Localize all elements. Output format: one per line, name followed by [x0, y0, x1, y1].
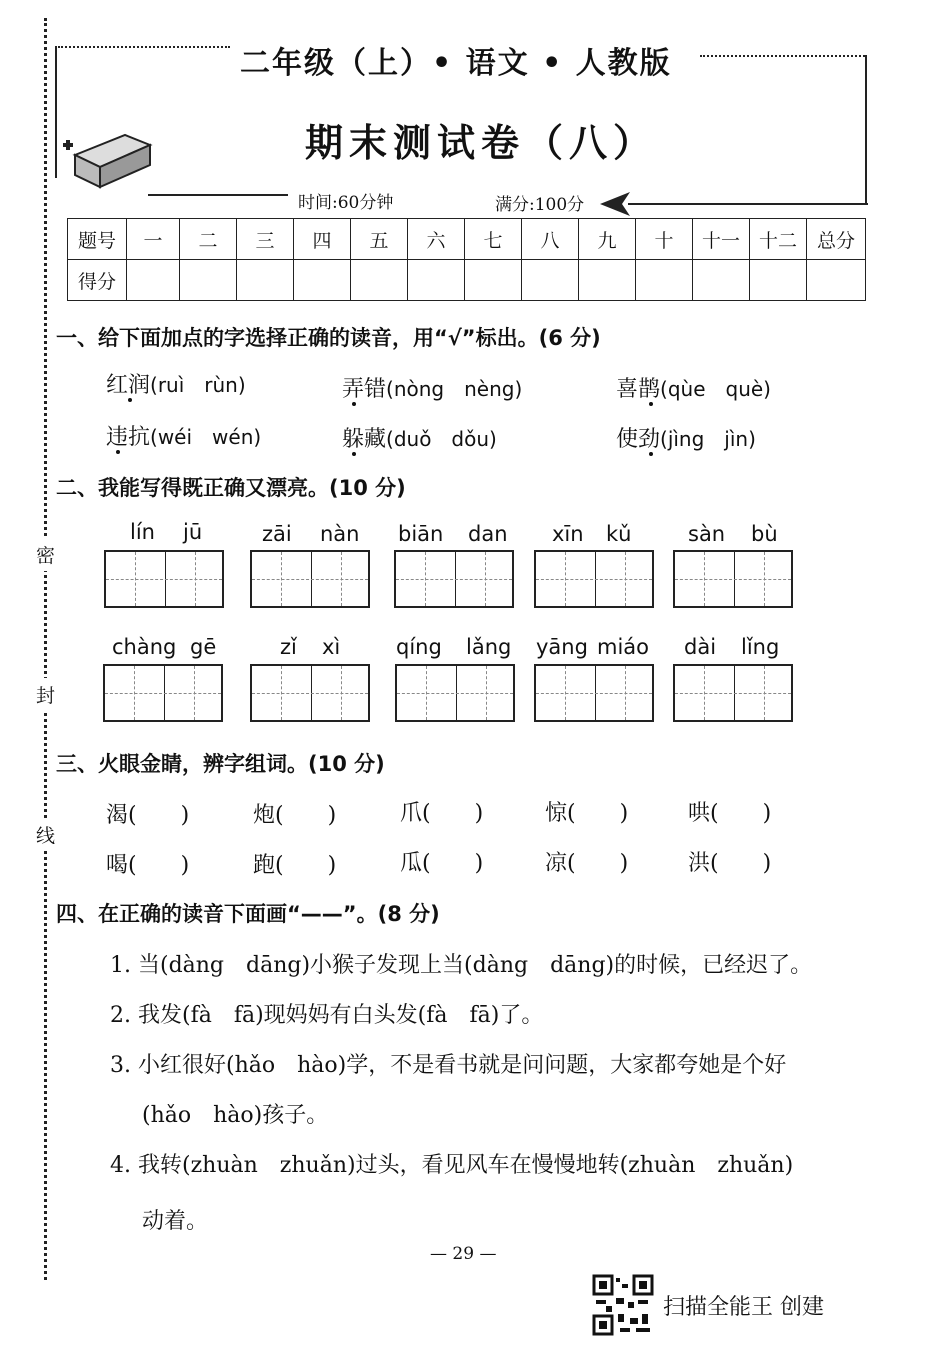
table-cell: 十二 [750, 219, 807, 260]
score-input[interactable] [465, 260, 522, 301]
table-row [68, 219, 866, 260]
arrow-icon [598, 190, 632, 218]
score-table [67, 218, 866, 301]
pinyin-label: zāi [262, 522, 292, 546]
pinyin-label: dài [684, 635, 717, 659]
pinyin-label: miáo [597, 635, 650, 659]
binding-char: 密 [36, 538, 55, 571]
pinyin-label: bù [751, 522, 778, 546]
book-icon [55, 115, 155, 195]
table-cell: 二 [180, 219, 237, 260]
section-1-title: 一、给下面加点的字选择正确的读音，用“√”标出。(6 分) [56, 326, 601, 350]
s1-item[interactable] [342, 372, 522, 403]
writing-box[interactable] [673, 664, 793, 722]
emphasis-dot [116, 450, 120, 454]
s1-pinyin: (duǒ dǒu) [386, 427, 497, 451]
score-input[interactable] [294, 260, 351, 301]
writing-box[interactable] [673, 550, 793, 608]
exam-time: 时间:60分钟 [298, 193, 394, 213]
s1-word: 躲藏 [342, 427, 387, 452]
header-frame-right [865, 55, 867, 203]
word-group[interactable]: 瓜( ) [400, 851, 484, 876]
pinyin-label: xì [322, 635, 341, 659]
score-input[interactable] [579, 260, 636, 301]
pinyin-label: jū [183, 520, 203, 544]
score-input[interactable] [522, 260, 579, 301]
question-line[interactable]: 1. 当(dàng dāng)小猴子发现上当(dàng dāng)的时候，已经迟了。 [110, 953, 813, 978]
full-score: 满分:100分 [495, 195, 585, 215]
word-group[interactable]: 跑( ) [253, 853, 337, 878]
table-cell: 总分 [807, 219, 866, 260]
emphasis-dot [352, 452, 356, 456]
pinyin-label: dan [468, 522, 508, 546]
page-number: — 29 — [430, 1244, 497, 1264]
writing-box[interactable] [103, 664, 223, 722]
binding-char: 线 [36, 818, 55, 851]
word-group[interactable]: 惊( ) [545, 801, 629, 826]
s1-item[interactable] [106, 368, 246, 399]
qr-code-icon[interactable] [592, 1274, 654, 1336]
table-cell: 十一 [693, 219, 750, 260]
s1-item[interactable] [616, 422, 756, 453]
word-group[interactable]: 洪( ) [688, 851, 772, 876]
s1-word: 使劲 [616, 427, 661, 452]
pinyin-label: lǐng [741, 635, 780, 659]
binding-line [44, 18, 47, 1280]
table-cell: 三 [237, 219, 294, 260]
page-title: 期末测试卷（八） [305, 121, 658, 165]
header-rule [628, 203, 868, 205]
pinyin-label: yāng [536, 635, 588, 659]
writing-box[interactable] [394, 550, 514, 608]
table-cell: 一 [127, 219, 180, 260]
binding-char: 封 [36, 678, 55, 711]
pinyin-label: sàn [688, 522, 726, 546]
writing-box[interactable] [534, 550, 654, 608]
s1-item[interactable] [616, 372, 771, 403]
question-line[interactable]: (hǎo hào)孩子。 [142, 1103, 329, 1128]
pinyin-label: xīn [552, 522, 584, 546]
table-cell: 题号 [68, 219, 127, 260]
score-input[interactable] [180, 260, 237, 301]
table-row [68, 260, 866, 301]
table-cell: 七 [465, 219, 522, 260]
emphasis-dot [649, 452, 653, 456]
table-cell: 六 [408, 219, 465, 260]
s1-pinyin: (qùe què) [660, 377, 771, 401]
section-3-title: 三、火眼金睛，辨字组词。(10 分) [56, 752, 385, 776]
word-group[interactable]: 凉( ) [545, 851, 629, 876]
pinyin-label: lǎng [466, 635, 512, 659]
table-cell: 得分 [68, 260, 127, 301]
header-rule [148, 194, 288, 196]
s1-pinyin: (ruì rùn) [150, 373, 246, 397]
question-line[interactable]: 3. 小红很好(hǎo hào)学，不是看书就是问问题，大家都夸她是个好 [110, 1053, 787, 1078]
writing-box[interactable] [395, 664, 515, 722]
pinyin-label: lín [130, 520, 155, 544]
score-input[interactable] [750, 260, 807, 301]
section-4-title: 四、在正确的读音下面画“——”。(8 分) [56, 902, 440, 926]
s1-word: 弄错 [342, 377, 387, 402]
writing-box[interactable] [250, 664, 370, 722]
table-cell: 九 [579, 219, 636, 260]
s1-word: 违抗 [106, 425, 151, 450]
s1-item[interactable] [106, 420, 261, 451]
score-input[interactable] [807, 260, 866, 301]
score-input[interactable] [693, 260, 750, 301]
header-dots [700, 55, 865, 57]
section-2-title: 二、我能写得既正确又漂亮。(10 分) [56, 476, 406, 500]
emphasis-dot [128, 398, 132, 402]
score-input[interactable] [636, 260, 693, 301]
score-input[interactable] [237, 260, 294, 301]
writing-box[interactable] [534, 664, 654, 722]
pinyin-label: qíng [396, 635, 442, 659]
pinyin-label: gē [190, 635, 217, 659]
s1-pinyin: (jìng jìn) [660, 427, 756, 451]
question-line[interactable]: 2. 我发(fà fā)现妈妈有白头发(fà fā)了。 [110, 1003, 544, 1028]
word-group[interactable]: 喝( ) [106, 853, 190, 878]
word-group[interactable]: 炮( ) [253, 803, 337, 828]
score-input[interactable] [408, 260, 465, 301]
pinyin-label: biān [398, 522, 444, 546]
header-dots [58, 46, 230, 48]
top-title: 二年级（上）• 语文 • 人教版 [240, 46, 672, 81]
word-group[interactable]: 爪( ) [400, 801, 484, 826]
s1-pinyin: (wéi wén) [150, 425, 262, 449]
s1-item[interactable] [342, 422, 497, 453]
score-input[interactable] [127, 260, 180, 301]
table-cell: 五 [351, 219, 408, 260]
pinyin-label: nàn [320, 522, 360, 546]
scanner-watermark: 扫描全能王 创建 [663, 1295, 824, 1320]
s1-pinyin: (nòng nèng) [386, 377, 523, 401]
s1-word: 红润 [106, 373, 151, 398]
question-line: 动着。 [142, 1209, 209, 1234]
writing-box[interactable] [250, 550, 370, 608]
pinyin-label: kǔ [606, 522, 632, 546]
s1-word: 喜鹊 [616, 377, 661, 402]
word-group[interactable]: 渴( ) [106, 803, 190, 828]
question-line[interactable]: 4. 我转(zhuàn zhuǎn)过头，看见风车在慢慢地转(zhuàn zhuǎn) [110, 1153, 794, 1178]
emphasis-dot [352, 402, 356, 406]
score-input[interactable] [351, 260, 408, 301]
table-cell: 十 [636, 219, 693, 260]
word-group[interactable]: 哄( ) [688, 801, 772, 826]
table-cell: 八 [522, 219, 579, 260]
writing-box[interactable] [104, 550, 224, 608]
pinyin-label: zǐ [280, 635, 297, 659]
pinyin-label: chàng [112, 635, 177, 659]
emphasis-dot [649, 402, 653, 406]
table-cell: 四 [294, 219, 351, 260]
